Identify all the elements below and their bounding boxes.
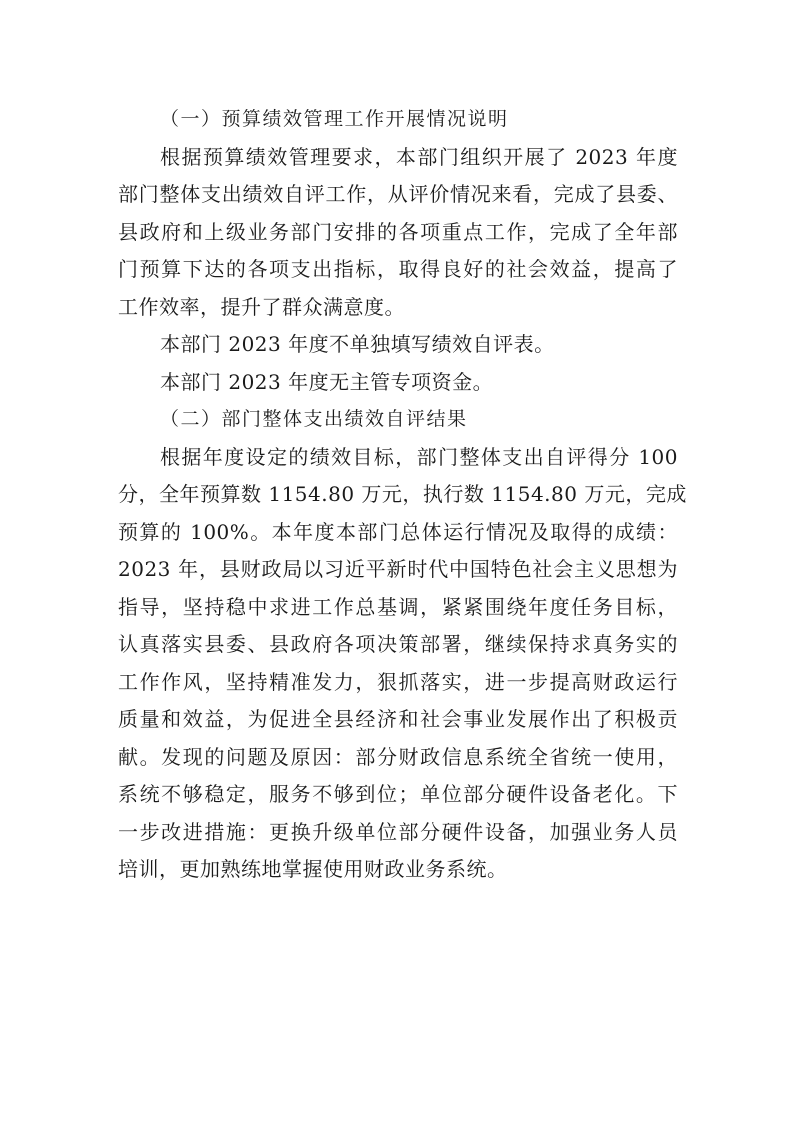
- paragraph-line: 质量和效益，为促进全县经济和社会事业发展作出了积极贡: [118, 707, 678, 731]
- paragraph-line: 县政府和上级业务部门安排的各项重点工作，完成了全年部: [118, 219, 678, 244]
- paragraph-line: 工作效率，提升了群众满意度。: [118, 294, 405, 319]
- paragraph-line: 根据年度设定的绩效目标，部门整体支出自评得分 100: [160, 444, 678, 469]
- document-body: [118, 101, 687, 889]
- paragraph-line: 指导，坚持稳中求进工作总基调，紧紧围绕年度任务目标，: [118, 594, 678, 619]
- paragraph-self-eval-result: [118, 439, 687, 889]
- paragraph-line: 部门整体支出绩效自评工作，从评价情况来看，完成了县委、: [118, 182, 678, 206]
- paragraph-line: 分，全年预算数 1154.80 万元，执行数 1154.80 万元，完成: [118, 482, 687, 506]
- paragraph-line: 预算的 100%。本年度本部门总体运行情况及取得的成绩：: [118, 519, 678, 544]
- paragraph-line: 培训，更加熟练地掌握使用财政业务系统。: [118, 857, 508, 881]
- paragraph-budget-management: [118, 139, 678, 327]
- paragraph-no-self-eval-form: 本部门 2023 年度不单独填写绩效自评表。: [160, 332, 555, 356]
- paragraph-line: 根据预算绩效管理要求，本部门组织开展了 2023 年度: [160, 144, 678, 169]
- paragraph-line: 系统不够稳定，服务不够到位；单位部分硬件设备老化。下: [118, 782, 678, 806]
- paragraph-line: 工作作风，坚持精准发力，狠抓落实，进一步提高财政运行: [118, 669, 678, 694]
- section-heading-1: （一）预算绩效管理工作开展情况说明: [160, 108, 509, 130]
- paragraph-line: 认真落实县委、县政府各项决策部署，继续保持求真务实的: [118, 632, 678, 656]
- paragraph-line: 一步改进措施：更换升级单位部分硬件设备，加强业务人员: [118, 819, 678, 844]
- paragraph-no-special-funds: 本部门 2023 年度无主管专项资金。: [160, 369, 494, 394]
- paragraph-line: 献。发现的问题及原因：部分财政信息系统全省统一使用，: [118, 744, 678, 769]
- section-heading-2: （二）部门整体支出绩效自评结果: [160, 408, 468, 430]
- paragraph-line: 2023 年，县财政局以习近平新时代中国特色社会主义思想为: [118, 557, 678, 581]
- paragraph-line: 门预算下达的各项支出指标，取得良好的社会效益，提高了: [118, 257, 678, 281]
